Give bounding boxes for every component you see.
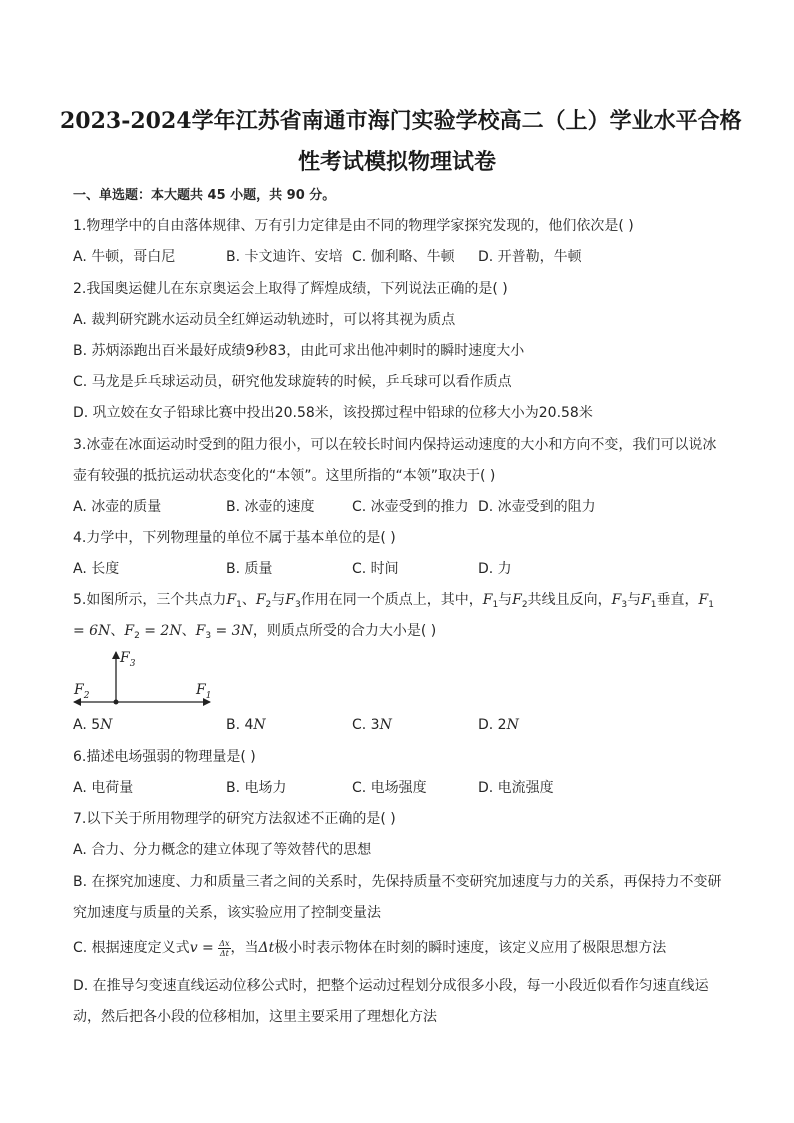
q6-stem: 6.描述电场强弱的物理量是( ): [73, 749, 256, 765]
q5-subscript: 1: [650, 600, 657, 610]
section-heading: 一、单选题：本大题共 45 小题，共 90 分。: [73, 188, 336, 203]
q5-separator: 、: [181, 623, 196, 639]
q7-equals: =: [197, 940, 219, 956]
label-f1-subscript: 1: [205, 691, 212, 701]
q5-unit: N: [98, 623, 111, 639]
q2-option-b: B. 苏炳添跑出百米最好成绩9秒83，由此可求出他冲刺时的瞬时速度大小: [73, 343, 525, 359]
q5-subscript: 1: [492, 600, 499, 610]
label-f1-symbol: F: [196, 682, 206, 698]
q1-option-c: C. 伽利略、牛顿: [352, 249, 455, 265]
q7-option-d-line2: 动，然后把各小段的位移相加，这里主要采用了理想化方法: [73, 1009, 437, 1025]
q5-subscript: 3: [205, 631, 212, 641]
q5-option-d-unit: N: [506, 717, 519, 733]
label-f3-symbol: F: [120, 650, 130, 666]
q5-unit: N: [169, 623, 182, 639]
q5-symbol-f1: F: [698, 592, 709, 608]
q7-option-c: [73, 938, 666, 958]
q2-option-d: D. 巩立姣在女子铅球比赛中投出20.58米，该投掷过程中铅球的位移大小为20.58米: [73, 405, 593, 421]
q1-stem: 1.物理学中的自由落体规律、万有引力定律是由不同的物理学家探究发现的，他们依次是( ): [73, 218, 634, 234]
q5-option-b-unit: N: [253, 717, 266, 733]
q5-option-d-text: D. 2: [478, 717, 507, 733]
q5-subscript: 3: [294, 600, 301, 610]
q5-option-c: [352, 715, 392, 735]
q7-option-c-post: 极小时表示物体在时刻的瞬时速度，该定义应用了极限思想方法: [274, 940, 667, 956]
label-f2: [73, 682, 90, 701]
q3-option-b: B. 冰壶的速度: [226, 499, 315, 515]
q4-option-b: B. 质量: [226, 561, 273, 577]
q6-option-c: C. 电场强度: [352, 780, 427, 796]
q5-text-2: 、: [241, 592, 256, 608]
q7-symbol-v: v: [189, 940, 198, 956]
q5-text-3: 与: [271, 592, 286, 608]
q5-option-d: [478, 715, 519, 735]
q3-option-a: A. 冰壶的质量: [73, 499, 162, 515]
particle-point: [114, 700, 119, 705]
q6-option-d: D. 电流强度: [478, 780, 554, 796]
label-f3-subscript: 3: [129, 659, 136, 669]
q7-fraction-numerator: Δx: [219, 938, 230, 948]
q7-option-c-pre: C. 根据速度定义式: [73, 940, 190, 956]
q5-symbol-f1: F: [226, 592, 237, 608]
q5-option-c-text: C. 3: [352, 717, 380, 733]
q5-option-b-text: B. 4: [226, 717, 254, 733]
q7-option-b-line1: B. 在探究加速度、力和质量三者之间的关系时，先保持质量不变研究加速度与力的关系，再保持力不变研: [73, 874, 722, 890]
q5-text-8: 垂直，: [656, 592, 699, 608]
q5-text-tail: ，则质点所受的合力大小是( ): [252, 623, 437, 639]
q6-option-b: B. 电场力: [226, 780, 287, 796]
force-diagram: [72, 644, 222, 712]
q7-option-a: A. 合力、分力概念的建立体现了等效替代的思想: [73, 842, 372, 858]
q5-text-4: 作用在同一个质点上，其中，: [300, 592, 483, 608]
q5-eq-f3-value: = 3: [211, 623, 241, 639]
q7-option-d-line1: D. 在推导匀变速直线运动位移公式时，把整个运动过程划分成很多小段，每一小段近似看作匀速直线运: [73, 978, 709, 994]
q2-option-a: A. 裁判研究跳水运动员全红婵运动轨迹时，可以将其视为质点: [73, 312, 456, 328]
q5-symbol-f3: F: [611, 592, 622, 608]
q7-fraction: [218, 939, 230, 958]
q1-option-a: A. 牛顿，哥白尼: [73, 249, 176, 265]
exam-title-line2: 性考试模拟物理试卷: [297, 149, 496, 175]
q5-text-5: 与: [498, 592, 513, 608]
q5-symbol-f2: F: [255, 592, 266, 608]
q1-option-b: B. 卡文迪许、安培: [226, 249, 343, 265]
q4-option-c: C. 时间: [352, 561, 399, 577]
q5-unit: N: [240, 623, 253, 639]
q7-option-c-mid: ，当: [230, 940, 259, 956]
q3-stem-line1: 3.冰壶在冰面运动时受到的阻力很小，可以在较长时间内保持运动速度的大小和方向不变，我们可以说冰: [73, 437, 717, 453]
q7-fraction-denominator: Δt: [219, 948, 229, 958]
q5-stem-line2: [73, 621, 436, 646]
label-f3: [119, 650, 136, 669]
q7-symbol-dt: Δt: [258, 940, 275, 956]
q5-eq-f2-value: = 2: [139, 623, 170, 639]
q5-separator: 、: [110, 623, 125, 639]
q1-option-d: D. 开普勒，牛顿: [478, 249, 582, 265]
q5-subscript: 2: [134, 631, 140, 641]
q5-subscript: 2: [521, 600, 528, 610]
q5-symbol-f2: F: [124, 623, 135, 639]
q3-option-c: C. 冰壶受到的推力: [352, 499, 469, 515]
q5-text-6: 共线且反向，: [527, 592, 612, 608]
q5-symbol-f3: F: [285, 592, 295, 608]
q2-option-c: C. 马龙是乒乓球运动员，研究他发球旋转的时候，乒乓球可以看作质点: [73, 374, 512, 390]
q4-option-a: A. 长度: [73, 561, 120, 577]
q7-stem: 7.以下关于所用物理学的研究方法叙述不正确的是( ): [73, 811, 396, 827]
q5-subscript: 3: [621, 600, 628, 610]
q6-option-a: A. 电荷量: [73, 780, 134, 796]
q5-subscript: 1: [236, 600, 242, 610]
exam-title-line1: 2023-2024学年江苏省南通市海门实验学校高二（上）学业水平合格: [60, 108, 742, 134]
q5-option-a-unit: N: [100, 717, 113, 733]
q5-option-a-text: A. 5: [73, 717, 101, 733]
q5-option-b: [226, 715, 266, 735]
q5-option-a: [73, 715, 112, 735]
q5-option-c-unit: N: [379, 717, 392, 733]
q5-subscript: 1: [708, 600, 714, 610]
q5-symbol-f1: F: [482, 592, 493, 608]
q5-symbol-f1: F: [641, 592, 651, 608]
q5-symbol-f2: F: [512, 592, 522, 608]
q5-eq-f1-value: = 6: [73, 623, 99, 639]
q7-option-b-line2: 究加速度与质量的关系，该实验应用了控制变量法: [73, 905, 381, 921]
q4-stem: 4.力学中，下列物理量的单位不属于基本单位的是( ): [73, 530, 396, 546]
q5-stem-line1: [73, 590, 714, 615]
label-f2-subscript: 2: [83, 691, 90, 701]
q3-stem-line2: 壶有较强的抵抗运动状态变化的“本领”。这里所指的“本领”取决于( ): [73, 468, 496, 484]
q5-subscript: 2: [265, 600, 272, 610]
label-f2-symbol: F: [74, 682, 84, 698]
label-f1: [195, 682, 211, 701]
q5-symbol-f3: F: [195, 623, 206, 639]
q4-option-d: D. 力: [478, 561, 512, 577]
q3-option-d: D. 冰壶受到的阻力: [478, 499, 596, 515]
q5-text-7: 与: [627, 592, 642, 608]
q5-text-1: 5.如图所示，三个共点力: [73, 592, 227, 608]
q2-stem: 2.我国奥运健儿在东京奥运会上取得了辉煌成绩，下列说法正确的是( ): [73, 281, 508, 297]
